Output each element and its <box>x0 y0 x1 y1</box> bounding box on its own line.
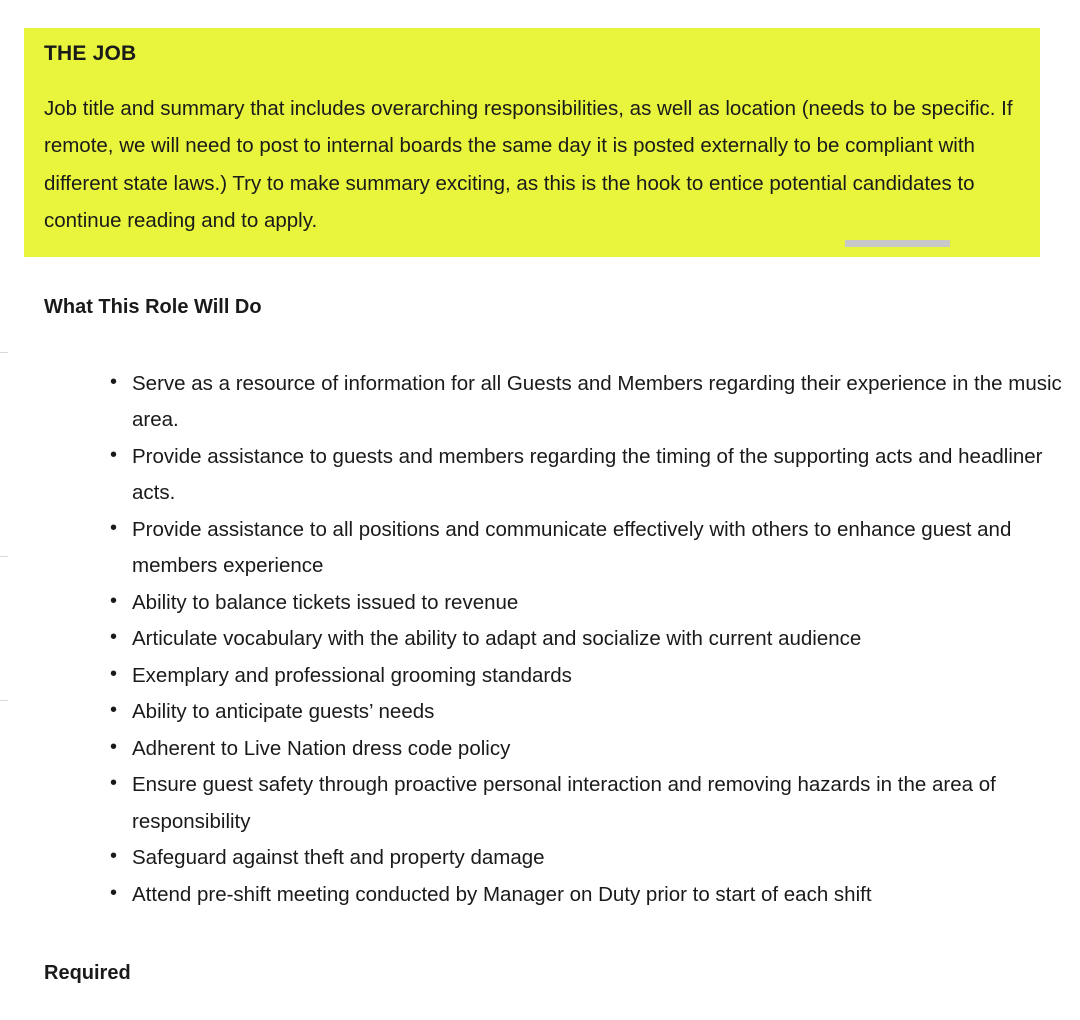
list-item: • Articulate vocabulary with the ability to adapt and socialize with current audience <box>110 621 1080 657</box>
list-item: • Ability to balance tickets issued to revenue <box>110 585 1080 621</box>
list-item: • Attend pre-shift meeting conducted by Manager on Duty prior to start of each shift <box>110 877 1080 913</box>
margin-rule <box>0 352 8 353</box>
section-heading-required: Required <box>44 962 131 984</box>
list-item: • Provide assistance to all positions and communicate effectively with others to enhance guest and members experience <box>110 512 1080 585</box>
list-item: • Provide assistance to guests and members regarding the timing of the supporting acts and headliner acts. <box>110 439 1080 512</box>
list-item: • Serve as a resource of information for all Guests and Members regarding their experience in the music area. <box>110 366 1080 439</box>
list-item: • Ensure guest safety through proactive personal interaction and removing hazards in the area of responsibility <box>110 767 1080 840</box>
job-block-body: Job title and summary that includes overarching responsibilities, as well as location (needs to be specific. If remote, we will need to post to internal boards the same day it is posted externally to be compliant with different state laws.) Try to make summary exciting, as this is the hook to entice potential candidates to continue reading and to apply. <box>44 97 1013 232</box>
margin-rule <box>0 700 8 701</box>
redaction-bar <box>845 240 950 247</box>
list-item: • Exemplary and professional grooming standards <box>110 658 1080 694</box>
margin-rule <box>0 556 8 557</box>
job-block-title: THE JOB <box>44 42 137 65</box>
list-item: • Adherent to Live Nation dress code policy <box>110 731 1080 767</box>
highlighted-job-block <box>24 28 1040 257</box>
role-responsibility-list <box>86 366 1080 913</box>
section-heading-role: What This Role Will Do <box>44 296 262 318</box>
list-item: • Safeguard against theft and property damage <box>110 840 1080 876</box>
list-item: • Ability to anticipate guests’ needs <box>110 694 1080 730</box>
